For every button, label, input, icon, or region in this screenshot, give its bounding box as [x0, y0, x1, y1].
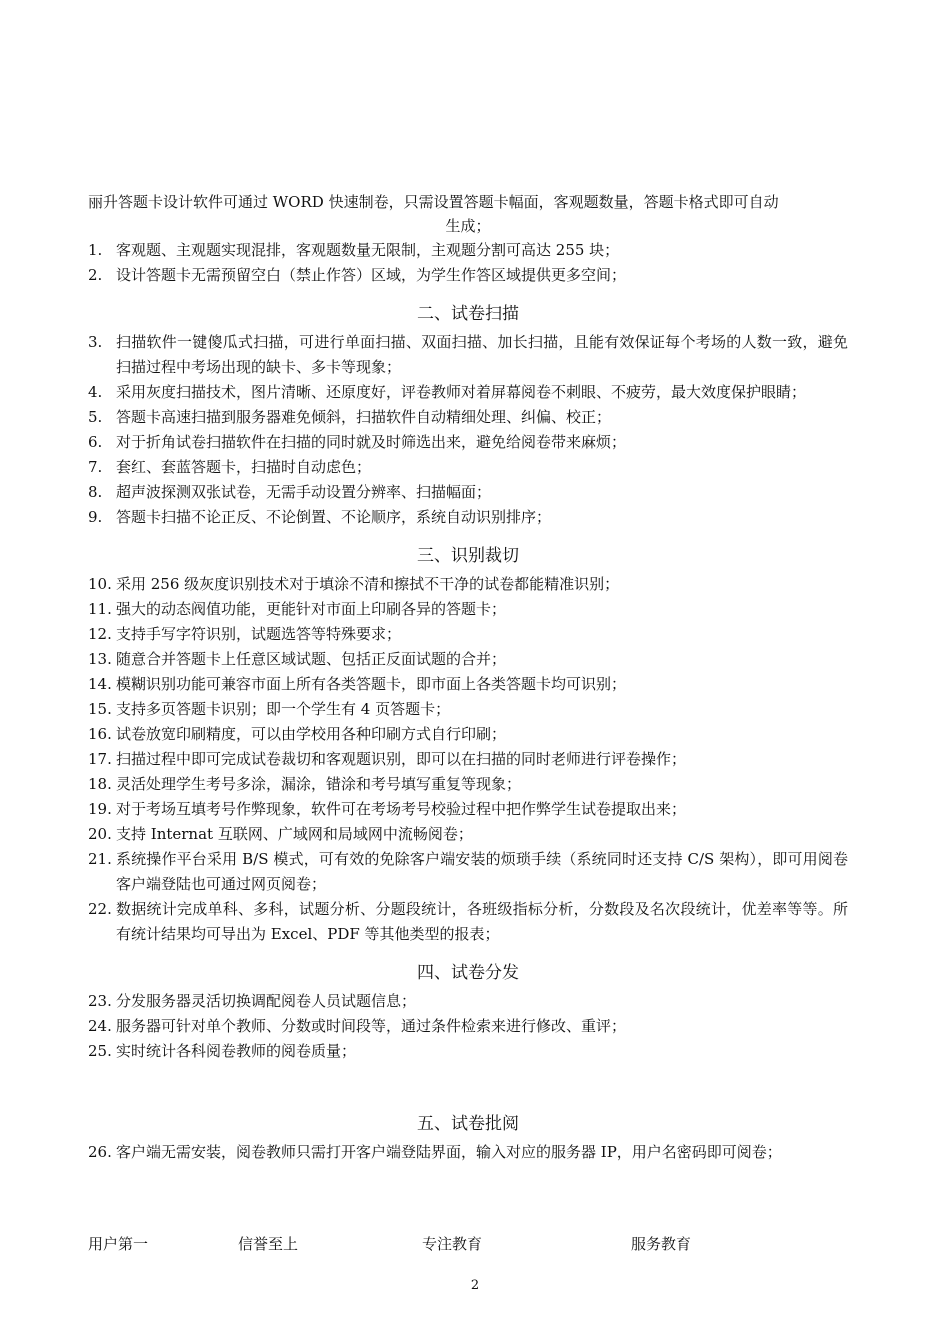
intro-paragraph-continuation: 生成； [445, 217, 491, 235]
item-number: 18. [88, 775, 112, 793]
list-item [88, 672, 848, 697]
list-item [88, 847, 848, 897]
item-text: 采用 256 级灰度识别技术对于填涂不清和擦拭不干净的试卷都能精准识别； [116, 575, 620, 593]
list-item [88, 797, 848, 822]
item-text: 支持多页答题卡识别；即一个学生有 4 页答题卡； [116, 700, 451, 718]
item-text: 试卷放宽印刷精度，可以由学校用各种印刷方式自行印刷； [116, 725, 507, 743]
item-number: 22. [88, 900, 112, 918]
list-item [88, 647, 848, 672]
item-number: 17. [88, 750, 112, 768]
footer-slogan: 服务教育 [631, 1235, 692, 1253]
list-item [88, 455, 848, 480]
item-text: 对于考场互填考号作弊现象，软件可在考场考号校验过程中把作弊学生试卷提取出来； [116, 800, 687, 818]
item-number: 13. [88, 650, 112, 668]
item-text: 采用灰度扫描技术，图片清晰、还原度好，评卷教师对着屏幕阅卷不刺眼、不疲劳，最大效度保护眼睛； [116, 383, 807, 401]
item-text: 随意合并答题卡上任意区域试题、包括正反面试题的合并； [116, 650, 507, 668]
item-number: 4. [88, 383, 103, 401]
list-item [88, 380, 848, 405]
item-text: 服务器可针对单个教师、分数或时间段等，通过条件检索来进行修改、重评； [116, 1017, 627, 1035]
list-item [88, 405, 848, 430]
item-text: 客户端无需安装，阅卷教师只需打开客户端登陆界面，输入对应的服务器 IP，用户名密码即可阅卷； [116, 1143, 782, 1161]
item-text: 对于折角试卷扫描软件在扫描的同时就及时筛选出来，避免给阅卷带来麻烦； [116, 433, 627, 451]
item-number: 21. [88, 850, 112, 868]
list-item [88, 722, 848, 747]
section-1-list [88, 238, 848, 288]
footer-slogan: 用户第一 [88, 1235, 149, 1253]
item-number: 8. [88, 483, 103, 501]
item-number: 10. [88, 575, 112, 593]
item-text: 答题卡高速扫描到服务器难免倾斜，扫描软件自动精细处理、纠偏、校正； [116, 408, 612, 426]
list-item [88, 1039, 848, 1064]
list-item [88, 622, 848, 647]
list-item [88, 822, 848, 847]
item-text: 支持 Internat 互联网、广域网和局域网中流畅阅卷； [116, 825, 473, 843]
item-number: 16. [88, 725, 112, 743]
item-text: 支持手写字符识别，试题选答等特殊要求； [116, 625, 402, 643]
item-text: 灵活处理学生考号多涂，漏涂，错涂和考号填写重复等现象； [116, 775, 522, 793]
item-number: 23. [88, 992, 112, 1010]
list-item [88, 572, 848, 597]
section-2-list [88, 330, 848, 530]
page-number: 2 [470, 1278, 480, 1293]
document-body [88, 190, 848, 1165]
item-text: 分发服务器灵活切换调配阅卷人员试题信息； [116, 992, 417, 1010]
list-item [88, 597, 848, 622]
item-text: 实时统计各科阅卷教师的阅卷质量； [116, 1042, 357, 1060]
section-heading-recognition: 三、识别裁切 [417, 546, 519, 566]
section-heading-scanning: 二、试卷扫描 [417, 304, 519, 324]
item-number: 2. [88, 266, 103, 284]
list-item [88, 697, 848, 722]
list-item [88, 505, 848, 530]
spacer [88, 1064, 848, 1098]
item-text: 扫描过程中即可完成试卷裁切和客观题识别，即可以在扫描的同时老师进行评卷操作； [116, 750, 687, 768]
list-item [88, 772, 848, 797]
item-number: 25. [88, 1042, 112, 1060]
section-5-list [88, 1140, 848, 1165]
item-text: 超声波探测双张试卷，无需手动设置分辨率、扫描幅面； [116, 483, 492, 501]
item-text: 套红、套蓝答题卡，扫描时自动虑色； [116, 458, 372, 476]
list-item [88, 897, 848, 947]
list-item [88, 330, 848, 380]
list-item [88, 263, 848, 288]
item-number: 24. [88, 1017, 112, 1035]
item-text: 强大的动态阀值功能，更能针对市面上印刷各异的答题卡； [116, 600, 507, 618]
item-number: 14. [88, 675, 112, 693]
item-number: 26. [88, 1143, 112, 1161]
list-item [88, 480, 848, 505]
footer-slogans [88, 1232, 848, 1256]
footer-slogan: 信誉至上 [238, 1235, 299, 1253]
section-3-list [88, 572, 848, 947]
list-item [88, 989, 848, 1014]
section-heading-grading: 五、试卷批阅 [417, 1114, 519, 1134]
item-number: 1. [88, 241, 103, 259]
item-number: 7. [88, 458, 103, 476]
footer-slogan: 专注教育 [422, 1235, 483, 1253]
item-number: 12. [88, 625, 112, 643]
list-item [88, 238, 848, 263]
section-4-list [88, 989, 848, 1064]
item-number: 11. [88, 600, 112, 618]
intro-paragraph: 丽升答题卡设计软件可通过 WORD 快速制卷，只需设置答题卡幅面，客观题数量，答题卡格式即可自动 [88, 193, 779, 211]
item-number: 20. [88, 825, 112, 843]
item-text: 数据统计完成单科、多科，试题分析、分题段统计，各班级指标分析，分数段及名次段统计，优差率等等。所有统计结果均可导出为 Excel、PDF 等其他类型的报表； [116, 900, 848, 943]
list-item [88, 430, 848, 455]
item-text: 答题卡扫描不论正反、不论倒置、不论顺序，系统自动识别排序； [116, 508, 552, 526]
section-heading-distribution: 四、试卷分发 [417, 963, 519, 983]
item-text: 客观题、主观题实现混排，客观题数量无限制，主观题分割可高达 255 块； [116, 241, 620, 259]
list-item [88, 747, 848, 772]
item-number: 19. [88, 800, 112, 818]
item-text: 系统操作平台采用 B/S 模式，可有效的免除客户端安装的烦琐手续（系统同时还支持 C/S 架构），即可用阅卷客户端登陆也可通过网页阅卷； [116, 850, 848, 893]
list-item [88, 1014, 848, 1039]
item-number: 15. [88, 700, 112, 718]
item-number: 9. [88, 508, 103, 526]
list-item [88, 1140, 848, 1165]
item-number: 6. [88, 433, 103, 451]
item-text: 设计答题卡无需预留空白（禁止作答）区域，为学生作答区域提供更多空间； [116, 266, 627, 284]
item-text: 模糊识别功能可兼容市面上所有各类答题卡，即市面上各类答题卡均可识别； [116, 675, 627, 693]
item-text: 扫描软件一键傻瓜式扫描，可进行单面扫描、双面扫描、加长扫描，且能有效保证每个考场的人数一致，避免扫描过程中考场出现的缺卡、多卡等现象； [116, 333, 848, 376]
item-number: 3. [88, 333, 103, 351]
item-number: 5. [88, 408, 103, 426]
